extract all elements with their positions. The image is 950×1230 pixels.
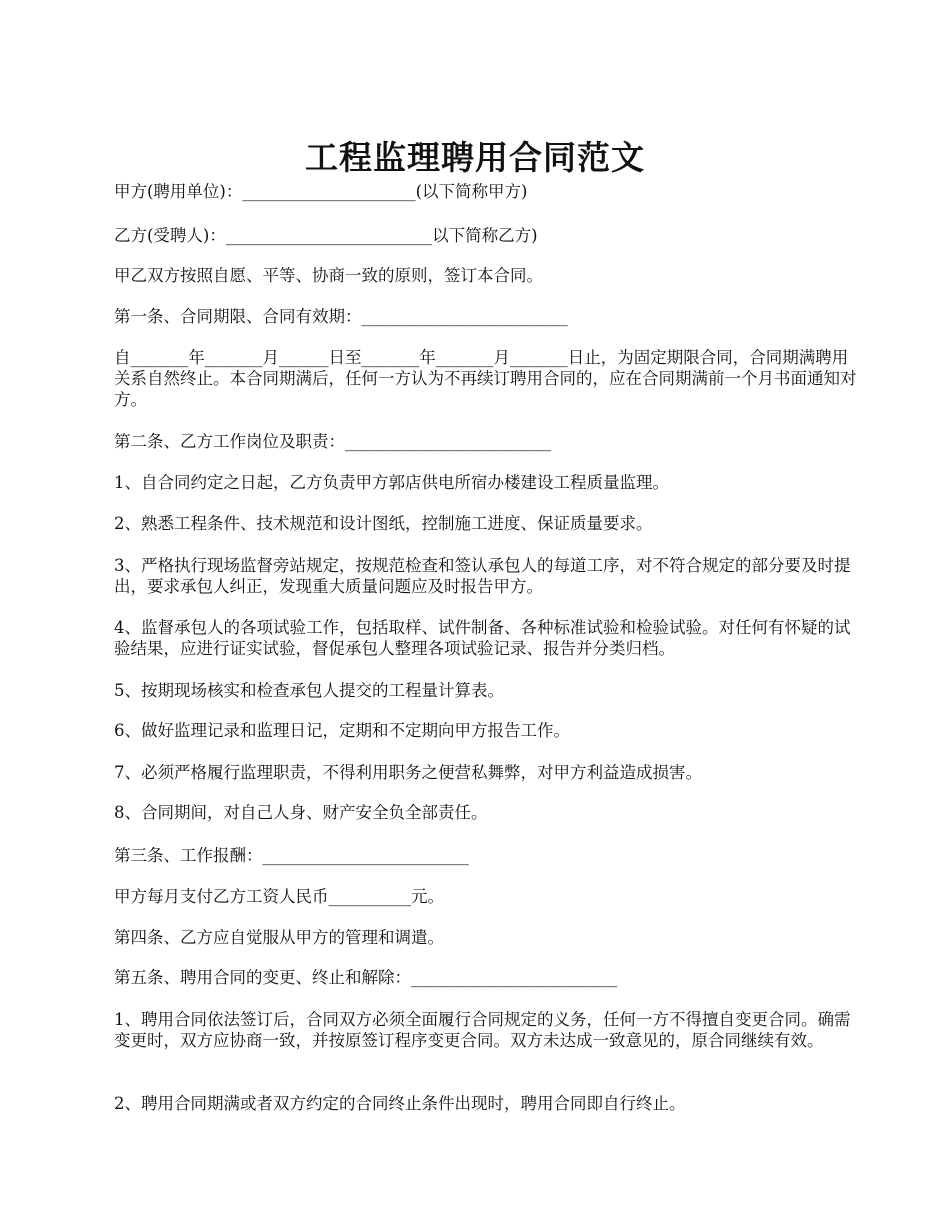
article-2-item-1: 1、自合同约定之日起，乙方负责甲方郭店供电所宿办楼建设工程质量监理。 xyxy=(114,473,669,492)
article-2-item-3: 3、严格执行现场监督旁站规定，按规范检查和签认承包人的每道工序，对不符合规定的部分要及时提出，要求承包人纠正，发现重大质量问题应及时报告甲方。 xyxy=(114,556,851,596)
article-5-item-2: 2、聘用合同期满或者双方约定的合同终止条件出现时，聘用合同即自行终止。 xyxy=(114,1094,686,1113)
article-1-heading: 第一条、合同期限、合同有效期：_________________________ xyxy=(114,307,568,326)
article-5-item-1: 1、聘用合同依法签订后，合同双方必须全面履行合同规定的义务，任何一方不得擅自变更合同。确需变更时，双方应协商一致，并按原签订程序变更合同。双方未达成一致意见的，原合同继续有效。 xyxy=(114,1010,851,1050)
article-5-heading: 第五条、聘用合同的变更、终止和解除：_________________________ xyxy=(114,968,618,987)
party-b-line: 乙方(受聘人)：_________________________以下简称乙方) xyxy=(114,226,538,245)
article-2-heading: 第二条、乙方工作岗位及职责：_________________________ xyxy=(114,432,552,451)
article-2-item-2: 2、熟悉工程条件、技术规范和设计图纸，控制施工进度、保证质量要求。 xyxy=(114,514,653,533)
article-4-heading: 第四条、乙方应自觉服从甲方的管理和调遣。 xyxy=(114,928,444,947)
article-2-item-5: 5、按期现场核实和检查承包人提交的工程量计算表。 xyxy=(114,681,504,700)
article-2-item-6: 6、做好监理记录和监理日记，定期和不定期向甲方报告工作。 xyxy=(114,721,570,740)
document-title: 工程监理聘用合同范文 xyxy=(305,138,645,178)
article-2-item-4: 4、监督承包人的各项试验工作，包括取样、试件制备、各种标准试验和检验试验。对任何有怀疑的试验结果，应进行证实试验，督促承包人整理各项试验记录、报告并分类归档。 xyxy=(114,618,851,658)
party-a-line: 甲方(聘用单位)：_____________________(以下简称甲方) xyxy=(114,182,528,201)
article-3-body: 甲方每月支付乙方工资人民币__________元。 xyxy=(114,887,444,906)
article-2-item-7: 7、必须严格履行监理职责，不得利用职务之便营私舞弊，对甲方利益造成损害。 xyxy=(114,763,702,782)
article-2-item-8: 8、合同期间，对自己人身、财产安全负全部责任。 xyxy=(114,803,488,822)
article-3-heading: 第三条、工作报酬：_________________________ xyxy=(114,846,469,865)
article-1-body: 自_______年_______月______日至_______年_______月_______日止，为固定期限合同，合同期满聘用关系自然终止。本合同期满后，任何一方认为不再续订聘用合同的，应在合同期满前一个月书面通知对方。 xyxy=(114,348,857,409)
intro-paragraph: 甲乙双方按照自愿、平等、协商一致的原则，签订本合同。 xyxy=(114,266,543,285)
